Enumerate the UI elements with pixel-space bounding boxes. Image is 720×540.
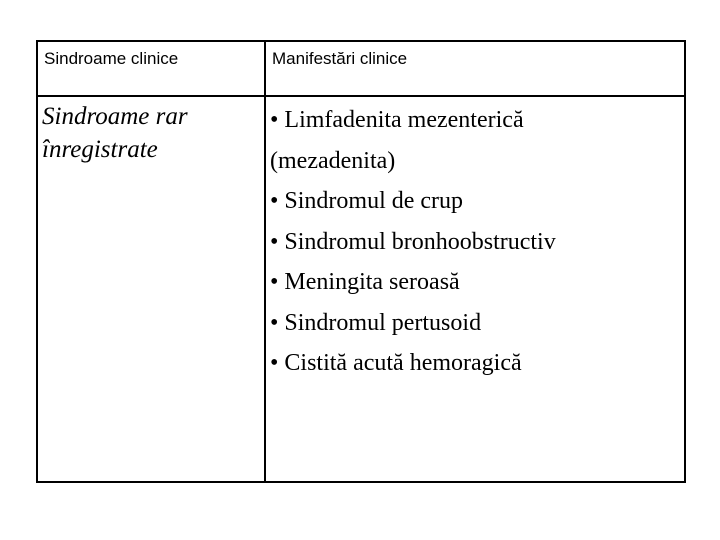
manifestation-item: • Sindromul pertusoid	[270, 309, 482, 336]
syndrome-line: înregistrate	[42, 136, 158, 163]
manifestation-item: • Limfadenita mezenterică	[270, 107, 524, 133]
manifestation-item: • Sindromul de crup	[270, 188, 464, 214]
manifestations-list	[270, 100, 680, 384]
header-manifestations: Manifestări clinice	[272, 49, 408, 68]
manifestations-cell	[270, 100, 680, 384]
syndrome-cell	[42, 100, 260, 166]
column-divider	[264, 42, 266, 481]
manifestation-item: • Cistită acută hemoragică	[270, 350, 522, 376]
manifestation-item: • Meningita seroasă	[270, 269, 460, 295]
syndrome-line: Sindroame rar	[42, 103, 188, 130]
manifestation-item: • Sindromul bronhoobstructiv	[270, 228, 556, 255]
syndromes-table	[36, 40, 686, 483]
header-syndromes: Sindroame clinice	[44, 49, 179, 68]
header-row-divider	[38, 95, 684, 97]
manifestation-item: (mezadenita)	[270, 147, 396, 174]
